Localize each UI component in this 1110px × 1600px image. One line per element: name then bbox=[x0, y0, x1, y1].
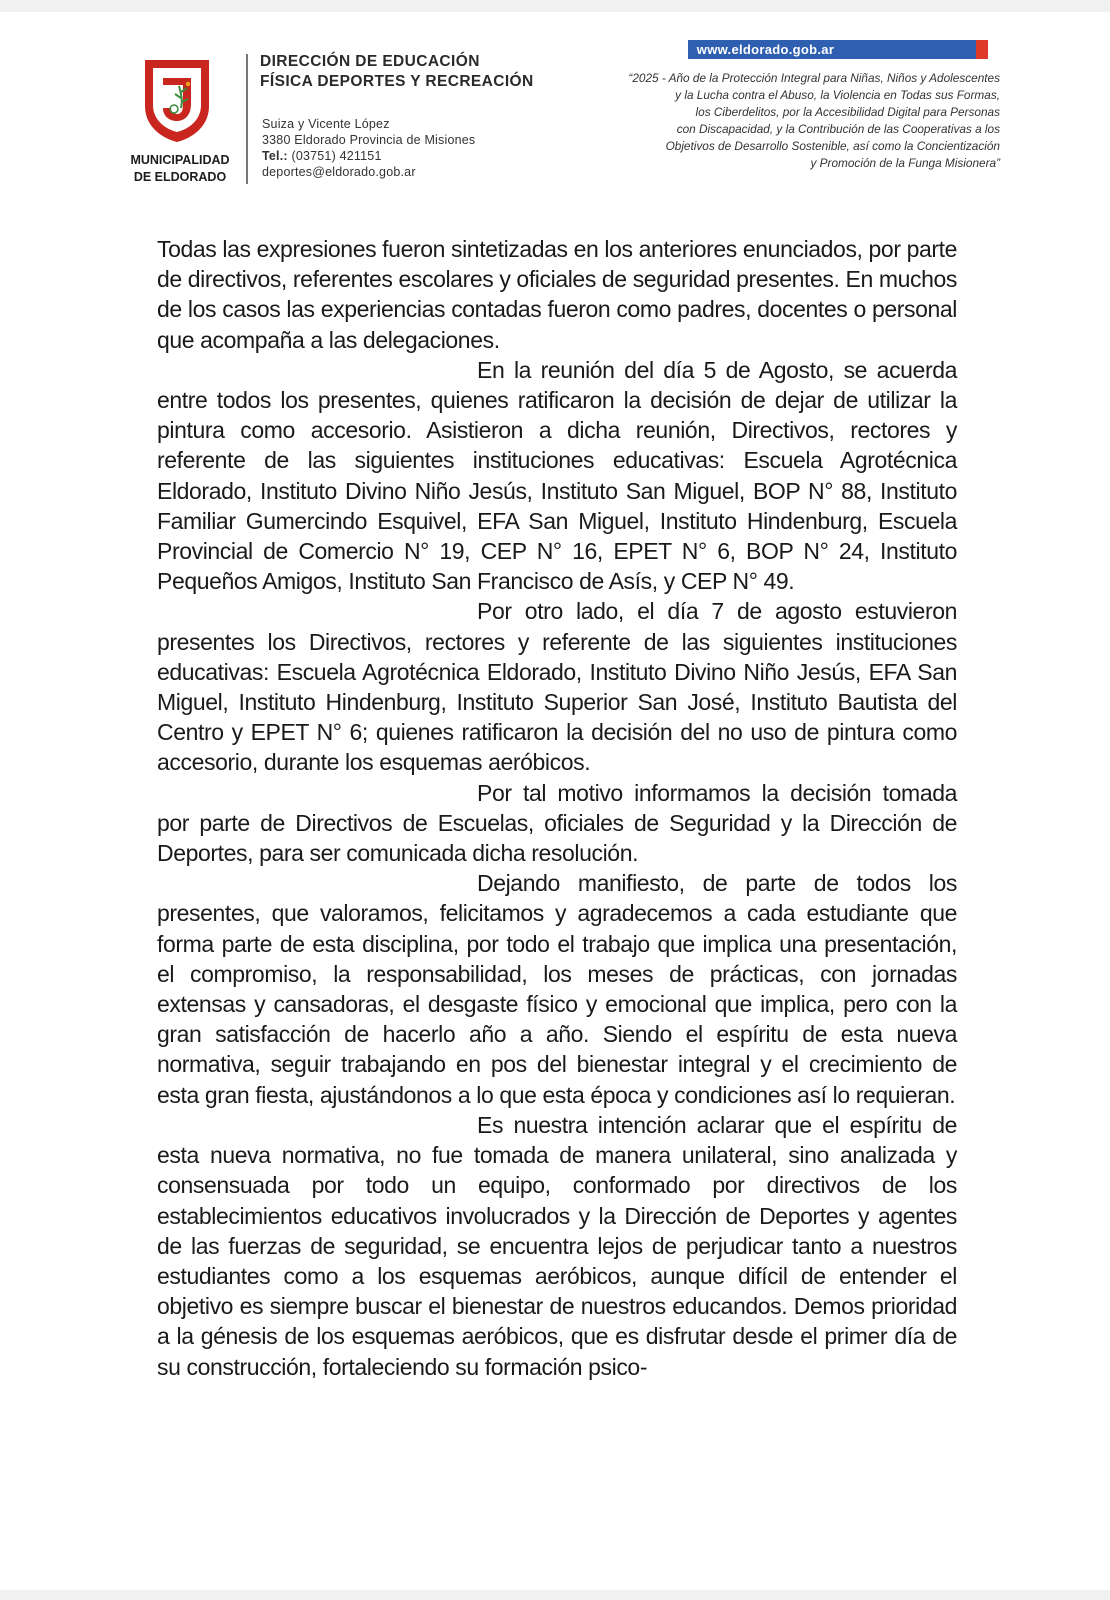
department-title-line: FÍSICA DEPORTES Y RECREACIÓN bbox=[260, 73, 534, 90]
year-motto-line: Objetivos de Desarrollo Sostenible, así como la Concientización bbox=[665, 139, 1000, 153]
document-body bbox=[157, 234, 957, 1382]
department-title bbox=[260, 52, 534, 92]
year-motto bbox=[540, 70, 1000, 172]
body-paragraph: Todas las expresiones fueron sintetizadas en los anteriores enunciados, por parte de directivos, referentes escolares y oficiales de seguridad presentes. En muchos de los casos las experiencias contadas fueron como padres, docentes o personal que acompaña a las delegaciones. bbox=[157, 236, 957, 353]
contact-info bbox=[262, 116, 475, 180]
year-motto-line: y la Lucha contra el Abuso, la Violencia en Todas sus Formas, bbox=[675, 88, 1000, 102]
municipality-name-line: MUNICIPALIDAD bbox=[130, 153, 230, 167]
header-divider bbox=[246, 54, 248, 184]
body-paragraph: En la reunión del día 5 de Agosto, se acuerda entre todos los presentes, quienes ratificaron la decisión de dejar de utilizar la pintura como accesorio. Asistieron a dicha reunión, Directivos, rectores y referente de las siguientes instituciones educativas: Escuela Agrotécnica Eldorado, Instituto Divino Niño Jesús, Instituto San Miguel, BOP N° 88, Instituto Familiar Gumercindo Esquivel, EFA San Miguel, Instituto Hindenburg, Escuela Provincial de Comercio N° 19, CEP N° 16, EPET N° 6, BOP N° 24, Instituto Pequeños Amigos, Instituto San Francisco de Asís, y CEP N° 49. bbox=[157, 356, 957, 595]
body-paragraph: Por otro lado, el día 7 de agosto estuvieron presentes los Directivos, rectores y referente de las siguientes instituciones educativas: Escuela Agrotécnica Eldorado, Instituto Divino Niño Jesús, EFA San Miguel, Instituto Hindenburg, Instituto Superior San José, Instituto Bautista del Centro y EPET N° 6; quienes ratificaron la decisión del no uso de pintura como accesorio, durante los esquemas aeróbicos. bbox=[157, 598, 957, 776]
phone-value: (03751) 421151 bbox=[287, 149, 382, 163]
municipality-name-line: DE ELDORADO bbox=[133, 170, 227, 184]
address-line: Suiza y Vicente López bbox=[262, 117, 390, 131]
year-motto-line: con Discapacidad, y la Contribución de las Cooperativas a los bbox=[676, 122, 1000, 136]
body-paragraph: Es nuestra intención aclarar que el espíritu de esta nueva normativa, no fue tomada de manera unilateral, sino analizada y consensuada por todo un equipo, conformado por directivos de los establecimientos educativos involucrados y la Dirección de Deportes y agentes de las fuerzas de seguridad, se encuentra lejos de perjudicar tanto a nuestros estudiantes como a los esquemas aeróbicos, aunque difícil de entender el objetivo es siempre buscar el bienestar de nuestros educandos. Demos prioridad a la génesis de los esquemas aeróbicos, que es disfrutar desde el primer día de su construcción, fortaleciendo su formación psico- bbox=[157, 1111, 957, 1380]
website-url: www.eldorado.gob.ar bbox=[696, 42, 835, 57]
department-title-line: DIRECCIÓN DE EDUCACIÓN bbox=[260, 53, 480, 70]
year-motto-line: los Ciberdelitos, por la Accesibilidad Digital para Personas bbox=[695, 105, 1000, 119]
website-bar bbox=[688, 40, 988, 59]
municipality-shield-icon bbox=[141, 56, 213, 144]
document-page bbox=[0, 12, 1110, 1590]
phone-label: Tel.: bbox=[262, 149, 288, 163]
municipality-name bbox=[120, 152, 240, 186]
website-bar-accent bbox=[976, 40, 988, 59]
year-motto-line: y Promoción de la Funga Misionera” bbox=[810, 156, 1000, 170]
year-motto-line: “2025 - Año de la Protección Integral para Niñas, Niños y Adolescentes bbox=[628, 71, 1000, 85]
address-line: 3380 Eldorado Provincia de Misiones bbox=[262, 133, 476, 147]
body-paragraph: Dejando manifiesto, de parte de todos los presentes, que valoramos, felicitamos y agradecemos a cada estudiante que forma parte de esta disciplina, por todo el trabajo que implica una presentación, el compromiso, la responsabilidad, los meses de prácticas, con jornadas extensas y cansadoras, el desgaste físico y emocional que implica, pero con la gran satisfacción de hacerlo año a año. Siendo el espíritu de esta nueva normativa, seguir trabajando en pos del bienestar integral y el crecimiento de esta gran fiesta, ajustándonos a lo que esta época y condiciones así lo requieran. bbox=[157, 870, 957, 1108]
email-line: deportes@eldorado.gob.ar bbox=[262, 165, 416, 179]
phone-line bbox=[262, 148, 475, 164]
body-paragraph: Por tal motivo informamos la decisión tomada por parte de Directivos de Escuelas, oficiales de Seguridad y la Dirección de Deportes, para ser comunicada dicha resolución. bbox=[157, 779, 957, 867]
